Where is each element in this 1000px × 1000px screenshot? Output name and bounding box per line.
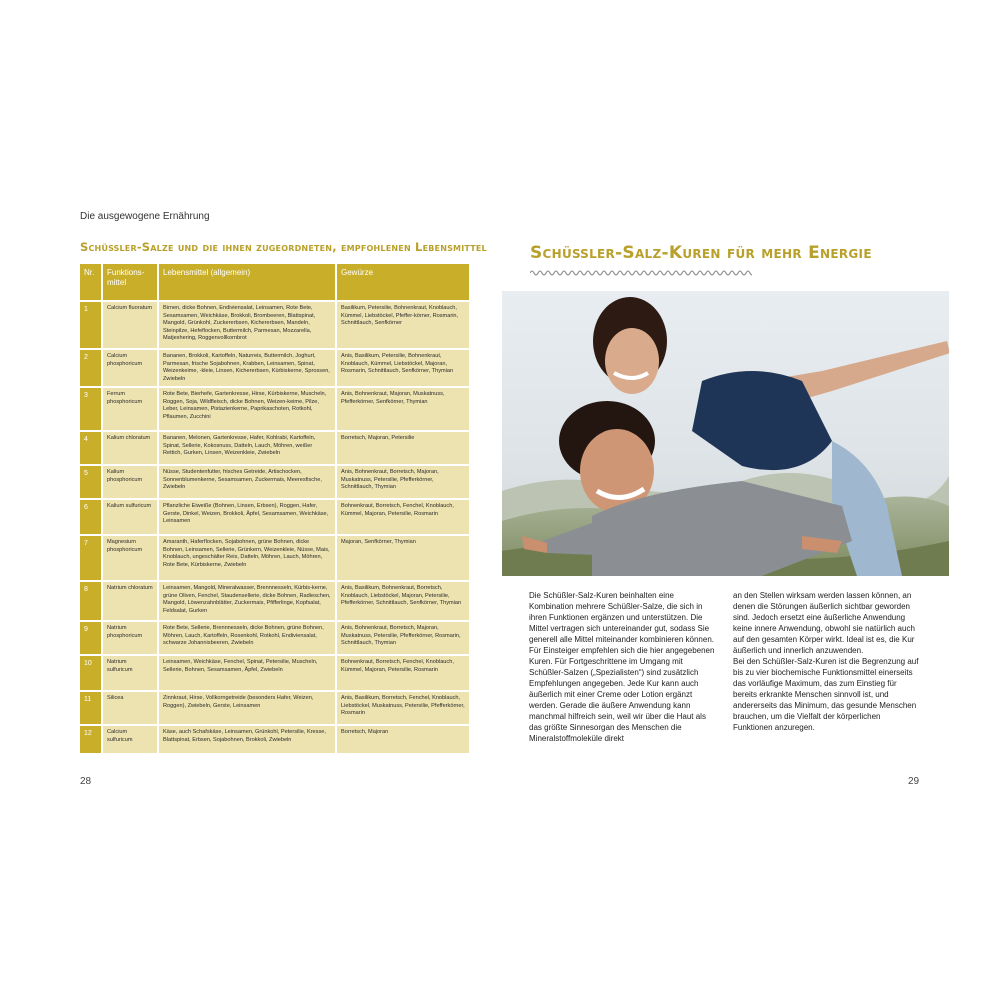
row-number: 5 bbox=[80, 465, 102, 499]
table-title: Schüßler-Salze und die ihnen zugeordneten, empfohlenen Lebensmittel bbox=[80, 240, 487, 254]
table-row bbox=[80, 431, 469, 465]
salt-name: Calcium phosphoricum bbox=[102, 349, 158, 387]
header-nr: Nr. bbox=[80, 264, 102, 301]
header-lebensmittel: Lebensmittel (allgemein) bbox=[158, 264, 336, 301]
row-number: 1 bbox=[80, 301, 102, 349]
body-column-2 bbox=[733, 590, 921, 733]
header-gewuerze: Gewürze bbox=[336, 264, 469, 301]
row-number: 2 bbox=[80, 349, 102, 387]
body-paragraph-3: Bei den Schüßler-Salz-Kuren ist die Begrenzung auf bis zu vier biochemische Funktionsmittel einerseits das vorläufige Maximum, das zum Einstieg für bereits erkrankte Menschen sinnvoll ist, und andererseits das Minimum, das gesunde Menschen brauchen, um die Vielfalt der körperlichen Funktionen anzuregen. bbox=[733, 657, 919, 733]
food-list: Nüsse, Studentenfutter, frisches Getreide, Artischocken, Sonnenblumenkerne, Sesamsamen, Zuckermais, Meeresfische, Zwiebeln bbox=[158, 465, 336, 499]
food-list: Leinsamen, Weichkäse, Fenchel, Spinat, Petersilie, Muscheln, Sellerie, Bohnen, Sesamsamen, Äpfel, Zwiebeln bbox=[158, 655, 336, 691]
food-list: Rote Bete, Sellerie, Brennnesseln, dicke Bohnen, grüne Bohnen, Möhren, Lauch, Kartoffeln, Rosenkohl, Rotkohl, Endiviensalat, schwarze Johannisbeeren, Zwiebeln bbox=[158, 621, 336, 655]
table-row bbox=[80, 621, 469, 655]
row-number: 11 bbox=[80, 691, 102, 725]
page-number-left: 28 bbox=[80, 776, 92, 787]
spice-list: Basilikum, Petersilie, Bohnenkraut, Knoblauch, Kümmel, Liebstöckel, Pfeffer-körner, Rosmarin, Schnittlauch, Senfkörner bbox=[336, 301, 469, 349]
food-list: Zinnkraut, Hirse, Vollkorngetreide (besonders Hafer, Weizen, Roggen), Zwiebeln, Gerste, Leinsamen bbox=[158, 691, 336, 725]
food-list: Rote Bete, Bierhefe, Gartenkresse, Hirse, Kürbiskerne, Muscheln, Roggen, Soja, Wildfleisch, dicke Bohnen, Weizen-keime, Pilze, Leber, Leinsamen, Pistazienkerne, Paprikaschoten, Rotkohl, Pflaumen, Zucchini bbox=[158, 387, 336, 431]
table-body bbox=[80, 301, 469, 753]
table-row bbox=[80, 301, 469, 349]
spice-list: Bohnenkraut, Borretsch, Fenchel, Knoblauch, Kümmel, Majoran, Petersilie, Rosmarin bbox=[336, 655, 469, 691]
salt-name: Calcium sulfuricum bbox=[102, 725, 158, 753]
row-number: 4 bbox=[80, 431, 102, 465]
food-list: Bananen, Brokkoli, Kartoffeln, Naturreis, Buttermilch, Joghurt, Parmesan, frische Sojabohnen, Krabben, Leinsamen, Spinat, Weizenkeime, -kleie, Linsen, Kichererbsen, Kürbiskerne, Sprossen, Zwiebeln bbox=[158, 349, 336, 387]
food-list: Pflanzliche Eiweiße (Bohnen, Linsen, Erbsen), Roggen, Hafer, Gerste, Dinkel, Weizen, Brokkoli, Äpfel, Sesamsamen, Weichkäse, Leinsamen bbox=[158, 499, 336, 535]
row-number: 10 bbox=[80, 655, 102, 691]
salt-name: Kalium phosphoricum bbox=[102, 465, 158, 499]
food-list: Bananen, Melonen, Gartenkresse, Hafer, Kohlrabi, Kartoffeln, Spinat, Sellerie, Kokosnuss, Datteln, Lauch, Möhren, weißer Rettich, Gurken, Linsen, Weizenkleie, Zwiebeln bbox=[158, 431, 336, 465]
table-row bbox=[80, 691, 469, 725]
table-row bbox=[80, 465, 469, 499]
spice-list: Anis, Basilikum, Petersilie, Bohnenkraut, Knoblauch, Kümmel, Liebstöckel, Majoran, Rosmarin, Schnittlauch, Senfkörner, Thymian bbox=[336, 349, 469, 387]
row-number: 9 bbox=[80, 621, 102, 655]
salt-name: Kalium sulfuricum bbox=[102, 499, 158, 535]
table-header-row bbox=[80, 264, 469, 301]
table-row bbox=[80, 655, 469, 691]
food-list: Birnen, dicke Bohnen, Endiviensalat, Leinsamen, Rote Bete, Sesamsamen, Weichkäse, Brokkoli, Brombeeren, Blattspinat, Mangold, Grünkohl, Zuckererbsen, Kichererbsen, Mandeln, Steinpilze, Hefeflocken, Buttermilch, Parmesan, Mozzarella, Matjeshering, Roggenvollkornbrot bbox=[158, 301, 336, 349]
body-paragraph-1: Die Schüßler-Salz-Kuren beinhalten eine Kombination mehrere Schüßler-Salze, die sich in ihren Funktionen ergänzen und unterstützen. Die Mittel vertragen sich untereinander gut, sodass Sie generell alle Mittel miteinander kombinieren können. Für Einsteiger empfehlen sich die hier angegebenen Kuren. Für Fortgeschrittene im Umgang mit Schüßler-Salzen („Spezialisten“) sind zusätzlich Empfehlungen angegeben. Jede Kur kann auch äußerlich mit einer Creme oder Lotion ergänzt werden. Gerade die äußere Anwendung kann manchmal hilfreich sein, weil wir über die Haut als das größte Sinnesorgan des Menschen die Mineralstoffmoleküle direkt bbox=[529, 591, 715, 744]
salt-name: Silicea bbox=[102, 691, 158, 725]
table-row bbox=[80, 499, 469, 535]
row-number: 8 bbox=[80, 581, 102, 621]
salt-name: Ferrum phosphoricum bbox=[102, 387, 158, 431]
table-row bbox=[80, 349, 469, 387]
salt-name: Natrium phosphoricum bbox=[102, 621, 158, 655]
table-row bbox=[80, 535, 469, 581]
spice-list: Borretsch, Majoran bbox=[336, 725, 469, 753]
spice-list: Majoran, Senfkörner, Thymian bbox=[336, 535, 469, 581]
row-number: 12 bbox=[80, 725, 102, 753]
spice-list: Anis, Basilikum, Borretsch, Fenchel, Knoblauch, Liebstöckel, Muskatnuss, Petersilie, Pfefferkörner, Rosmarin bbox=[336, 691, 469, 725]
header-funktionsmittel: Funktions- mittel bbox=[102, 264, 158, 301]
food-list: Leinsamen, Mangold, Mineralwasser, Brennnesseln, Kürbis-kerne, grüne Oliven, Fenchel, Staudensellerie, dicke Bohnen, Radieschen, Mangold, Löwenzahnblätter, Zuckermais, Pfifferlinge, Kopfsalat, Feldsalat, Gurken bbox=[158, 581, 336, 621]
schuessler-salt-table bbox=[80, 264, 469, 753]
food-list: Käse, auch Schafskäse, Leinsamen, Grünkohl, Petersilie, Kresse, Blattspinat, Erbsen, Sojabohnen, Brokkoli, Zwiebeln bbox=[158, 725, 336, 753]
table-row bbox=[80, 387, 469, 431]
running-head: Die ausgewogene Ernährung bbox=[80, 211, 210, 222]
table-row bbox=[80, 581, 469, 621]
spice-list: Anis, Bohnenkraut, Borretsch, Majoran, Muskatnuss, Petersilie, Pfefferkörner, Schnittlauch, Thymian bbox=[336, 465, 469, 499]
wavy-divider bbox=[530, 269, 752, 277]
salt-name: Calcium fluoratum bbox=[102, 301, 158, 349]
spice-list: Anis, Basilikum, Bohnenkraut, Borretsch, Knoblauch, Liebstöckel, Majoran, Petersilie, Pfefferkörner, Schnittlauch, Senfkörner, Thymian bbox=[336, 581, 469, 621]
spice-list: Borretsch, Majoran, Petersilie bbox=[336, 431, 469, 465]
body-paragraph-2: an den Stellen wirksam werden lassen können, an denen die Störungen äußerlich sichtbar geworden sind. Jedoch ersetzt eine äußerliche Anwendung keine innere Anwendung, obwohl sie natürlich auch auf den gesamten Körper wirkt. Ideal ist es, die Kur äußerlich und innerlich anzuwenden. bbox=[733, 591, 915, 656]
page-number-right: 29 bbox=[908, 776, 920, 787]
salt-name: Magnesium phosphoricum bbox=[102, 535, 158, 581]
body-column-1 bbox=[529, 590, 717, 744]
spice-list: Anis, Bohnenkraut, Majoran, Muskatnuss, Pfefferkörner, Senfkörner, Thymian bbox=[336, 387, 469, 431]
spice-list: Bohnenkraut, Borretsch, Fenchel, Knoblauch, Kümmel, Majoran, Petersilie, Rosmarin bbox=[336, 499, 469, 535]
row-number: 7 bbox=[80, 535, 102, 581]
row-number: 3 bbox=[80, 387, 102, 431]
salt-name: Kalium chloratum bbox=[102, 431, 158, 465]
row-number: 6 bbox=[80, 499, 102, 535]
couple-piggyback-photo bbox=[502, 291, 949, 576]
salt-name: Natrium sulfuricum bbox=[102, 655, 158, 691]
section-title: Schüßler-Salz-Kuren für mehr Energie bbox=[530, 243, 872, 263]
salt-name: Natrium chloratum bbox=[102, 581, 158, 621]
food-list: Amaranth, Haferflocken, Sojabohnen, grüne Bohnen, dicke Bohnen, Leinsamen, Sellerie, Grünkern, Weizenkleie, Nüsse, Mais, Knoblauch, ungeschälter Reis, Datteln, Möhren, Lauch, Möhren, Rote Bete, Kürbiskerne, Zwiebeln bbox=[158, 535, 336, 581]
table-row bbox=[80, 725, 469, 753]
spice-list: Anis, Bohnenkraut, Borretsch, Majoran, Muskatnuss, Petersilie, Pfefferkörner, Rosmarin, Schnittlauch, Thymian bbox=[336, 621, 469, 655]
